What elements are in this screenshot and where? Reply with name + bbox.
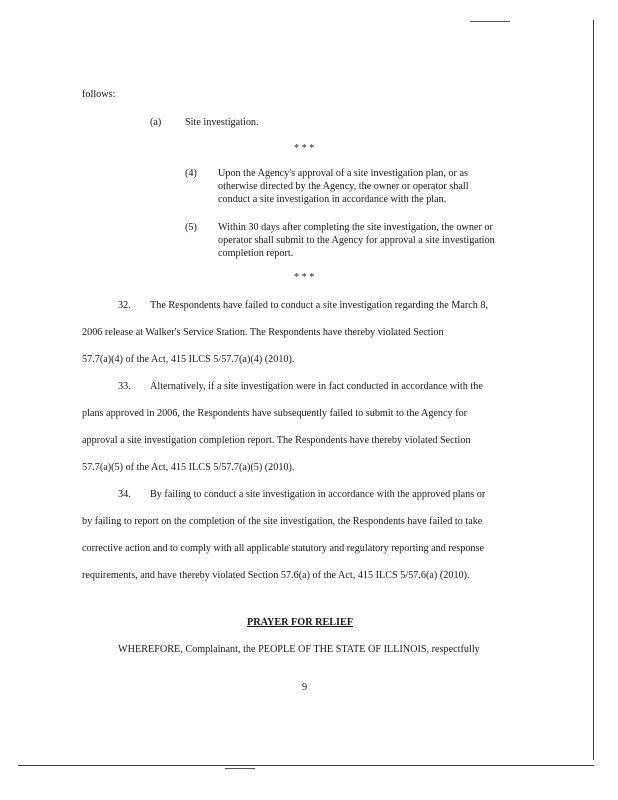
page-number: 9 bbox=[302, 682, 308, 693]
subsection-label: (a) bbox=[150, 117, 162, 128]
paragraph-line: 57.7(a)(5) of the Act, 415 ILCS 5/57.7(a)(5) (2010). bbox=[82, 462, 295, 473]
ellipsis-marker: * * * bbox=[294, 272, 315, 283]
item-line: completion report. bbox=[218, 248, 294, 259]
paragraph-number: 33. bbox=[118, 381, 131, 392]
paragraph-line: corrective action and to comply with all applicable statutory and regulatory reporting and response bbox=[82, 543, 484, 554]
subsection-title: Site investigation. bbox=[185, 117, 259, 128]
paragraph-line: By failing to conduct a site investigation in accordance with the approved plans or bbox=[150, 489, 486, 500]
item-line: conduct a site investigation in accordance with the plan. bbox=[218, 194, 447, 205]
scan-edge-right bbox=[593, 20, 594, 760]
ellipsis-marker: * * * bbox=[294, 143, 315, 154]
paragraph-line: 2006 release at Walker's Service Station. The Respondents have thereby violated Section bbox=[82, 327, 444, 338]
item-line: operator shall submit to the Agency for approval a site investigation bbox=[218, 235, 495, 246]
item-number: (5) bbox=[185, 222, 197, 233]
paragraph-line: by failing to report on the completion of the site investigation, the Respondents have failed to take bbox=[82, 516, 483, 527]
paragraph-line: The Respondents have failed to conduct a site investigation regarding the March 8, bbox=[150, 300, 489, 311]
paragraph-line: Alternatively, if a site investigation were in fact conducted in accordance with the bbox=[150, 381, 483, 392]
paragraph-number: 32. bbox=[118, 300, 131, 311]
paragraph-line: 57.7(a)(4) of the Act, 415 ILCS 5/57.7(a)(4) (2010). bbox=[82, 354, 295, 365]
item-line: Within 30 days after completing the site investigation, the owner or bbox=[218, 222, 493, 233]
intro-text: follows: bbox=[82, 89, 116, 100]
scan-edge-bottom bbox=[18, 765, 594, 766]
prayer-text: WHEREFORE, Complainant, the PEOPLE OF THE STATE OF ILLINOIS, respectfully bbox=[118, 644, 480, 655]
scan-mark-bottom bbox=[225, 768, 255, 769]
paragraph-number: 34. bbox=[118, 489, 131, 500]
item-number: (4) bbox=[185, 168, 197, 179]
section-heading: PRAYER FOR RELIEF bbox=[247, 617, 354, 628]
paragraph-line: requirements, and have thereby violated Section 57.6(a) of the Act, 415 ILCS 5/57.6(a) (2010). bbox=[82, 570, 470, 581]
scan-mark-top bbox=[470, 21, 510, 22]
paragraph-line: plans approved in 2006, the Respondents have subsequently failed to submit to the Agency for bbox=[82, 408, 468, 419]
paragraph-line: approval a site investigation completion report. The Respondents have thereby violated Section bbox=[82, 435, 471, 446]
item-line: otherwise directed by the Agency, the owner or operator shall bbox=[218, 181, 469, 192]
item-line: Upon the Agency's approval of a site investigation plan, or as bbox=[218, 168, 468, 179]
